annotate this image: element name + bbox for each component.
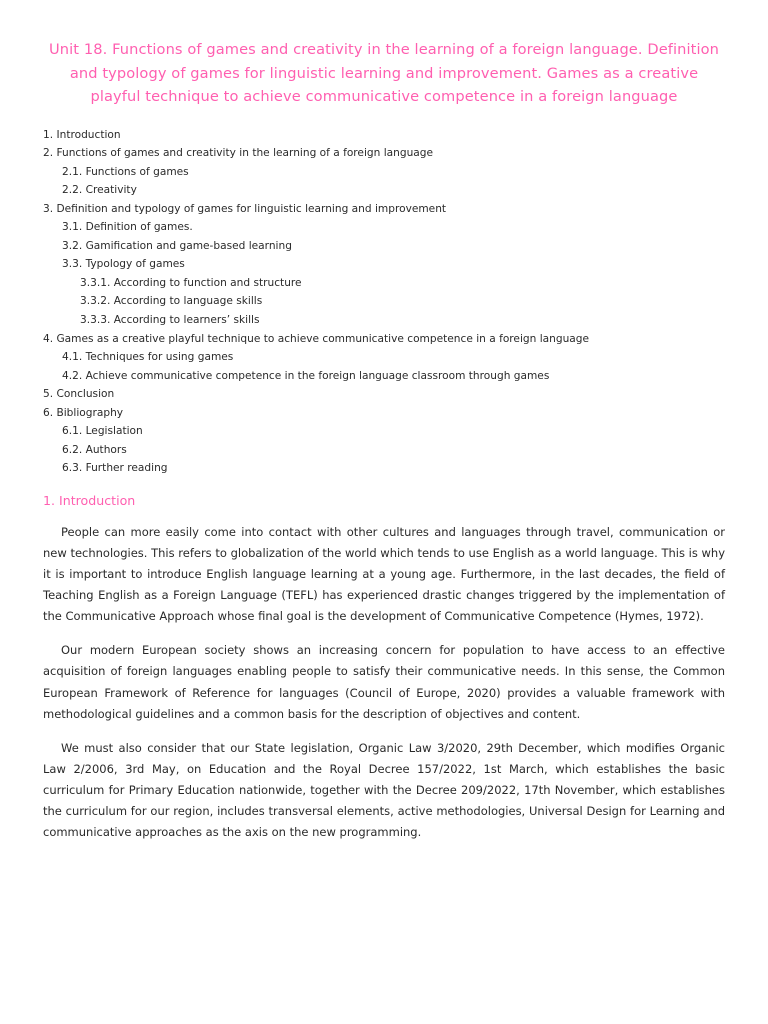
toc-item: 3.3.3. According to learners’ skills [80, 313, 260, 326]
toc-item: 6. Bibliography [43, 406, 124, 419]
toc-item: 4.1. Techniques for using games [62, 351, 234, 364]
toc-item: 3.3. Typology of games [62, 258, 185, 271]
section-heading-introduction: 1. Introduction [43, 492, 136, 508]
body-paragraph: We must also consider that our State legislation, Organic Law 3/2020, 29th December, which modifies Organic Law 2/2006, 3rd May, on Education and the Royal Decree 157/2022, 1st March, which establishes the basic curriculum for Primary Education nationwide, together with the Decree 209/2022, 17th November, which establishes the curriculum for our region, includes transversal elements, active methodologies, Universal Design for Learning and communicative approaches as the axis on the new programming. [43, 740, 725, 840]
body-paragraph: Our modern European society shows an increasing concern for population to have access to an effective acquisition of foreign languages enabling people to satisfy their communicative needs. In this sense, the Common European Framework of Reference for languages (Council of Europe, 2020) provides a valuable framework with methodological guidelines and a common basis for the description of objectives and content. [43, 643, 725, 721]
toc-item: 6.3. Further reading [62, 462, 168, 475]
toc-item: 3.1. Definition of games. [62, 221, 193, 234]
table-of-contents [43, 126, 725, 478]
toc-item: 1. Introduction [43, 128, 121, 141]
toc-item: 3. Definition and typology of games for linguistic learning and improvement [43, 202, 447, 215]
toc-item: 3.3.2. According to language skills [80, 295, 263, 308]
toc-item: 2.1. Functions of games [62, 165, 189, 178]
toc-item: 4.2. Achieve communicative competence in the foreign language classroom through games [62, 369, 550, 382]
toc-item: 2. Functions of games and creativity in the learning of a foreign language [43, 147, 434, 160]
toc-item: 5. Conclusion [43, 388, 115, 401]
toc-item: 4. Games as a creative playful technique to achieve communicative competence in a foreign language [43, 332, 590, 345]
toc-item: 6.1. Legislation [62, 425, 143, 438]
toc-item: 3.3.1. According to function and structure [80, 276, 302, 289]
body-paragraph: People can more easily come into contact with other cultures and languages through travel, communication or new technologies. This refers to globalization of the world which tends to use English as a world language. This is why it is important to introduce English language learning at a young age. Furthermore, in the last decades, the field of Teaching English as a Foreign Language (TEFL) has experienced drastic changes triggered by the implementation of the Communicative Approach whose final goal is the development of Communicative Competence (Hymes, 1972). [43, 524, 725, 624]
toc-item: 3.2. Gamification and game-based learning [62, 239, 292, 252]
toc-item: 2.2. Creativity [62, 184, 137, 197]
unit-title: Unit 18. Functions of games and creativity in the learning of a foreign language. Definition and typology of games for linguistic learning and improvement. Games as a creative playful technique to achieve communicative competence in a foreign language [48, 41, 720, 105]
toc-item: 6.2. Authors [62, 443, 127, 456]
